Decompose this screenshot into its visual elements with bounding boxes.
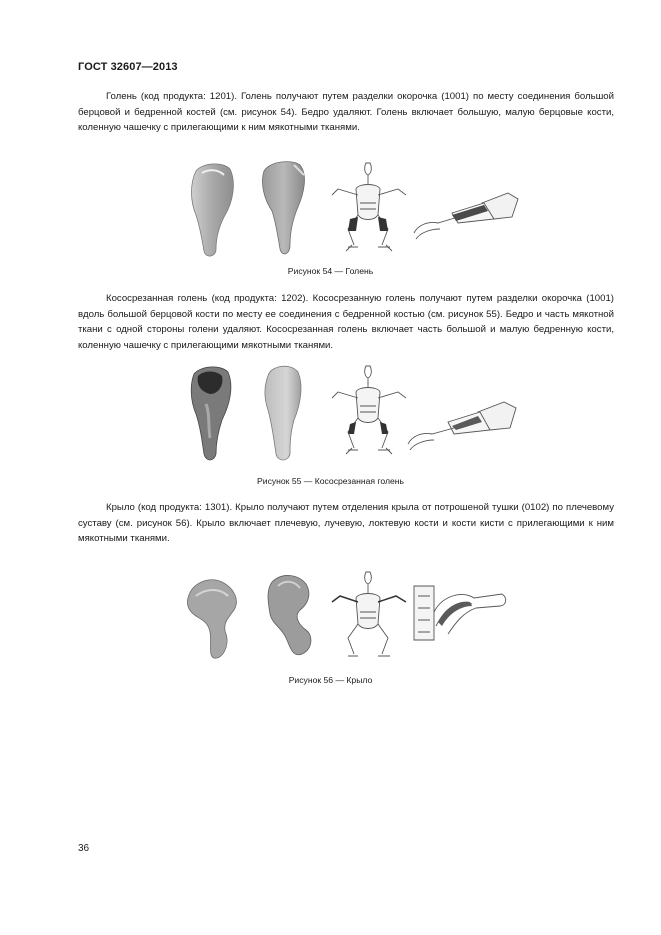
leg-bones-diagram-2 — [406, 400, 518, 452]
leg-bones-diagram — [412, 189, 520, 241]
figure-56-wing — [0, 562, 661, 672]
chicken-skeleton-diagram — [328, 159, 410, 259]
wing-photo-front — [182, 572, 246, 666]
page-number: 36 — [78, 843, 90, 854]
figure-54-caption: Рисунок 54 — Голень — [287, 266, 374, 276]
figure-55-caption: Рисунок 55 — Кососрезанная голень — [257, 476, 404, 486]
wing-photo-back — [262, 570, 322, 666]
chicken-skeleton-diagram-2 — [328, 362, 410, 462]
drumstick-photo-front — [182, 161, 244, 261]
oblique-drumstick-photo-back — [258, 362, 308, 464]
figure-54-drumstick — [0, 155, 661, 265]
figure-55-oblique-drumstick — [0, 360, 661, 470]
document-header: ГОСТ 32607—2013 — [78, 61, 178, 73]
chicken-skeleton-diagram-3 — [328, 568, 410, 664]
paragraph-oblique-drumstick: Кососрезанная голень (код продукта: 1202). Кососрезанную голень получают путем разделки окорочка (1001) вдоль большой берцовой кости по месту ее соединения с бедренной костью (см. рисунок 55). Бедро и часть мякотной ткани с одной стороны голени удаляют. Кососрезанная голень включает часть большой и малую бедренную кости, коленную чашечку с прилегающими мякотными тканями. — [78, 293, 614, 351]
oblique-drumstick-photo-front — [186, 364, 238, 464]
drumstick-photo-back — [254, 159, 316, 259]
paragraph-wing: Крыло (код продукта: 1301). Крыло получают путем отделения крыла от потрошеной тушки (0102) по плечевому суставу (см. рисунок 56). Крыло включает плечевую, лучевую, локтевую кости и кости кисти с прилегающими к ним мякотными тканями. — [78, 502, 614, 544]
paragraph-drumstick: Голень (код продукта: 1201). Голень получают путем разделки окорочка (1001) по месту соединения большой берцовой и бедренной костей (см. рисунок 54). Бедро удаляют. Голень включает большую, малую берцовые кости, коленную чашечку с прилегающими к ним мякотными тканями. — [78, 91, 614, 133]
figure-56-caption: Рисунок 56 — Крыло — [288, 675, 373, 685]
wing-bones-diagram — [412, 582, 508, 644]
